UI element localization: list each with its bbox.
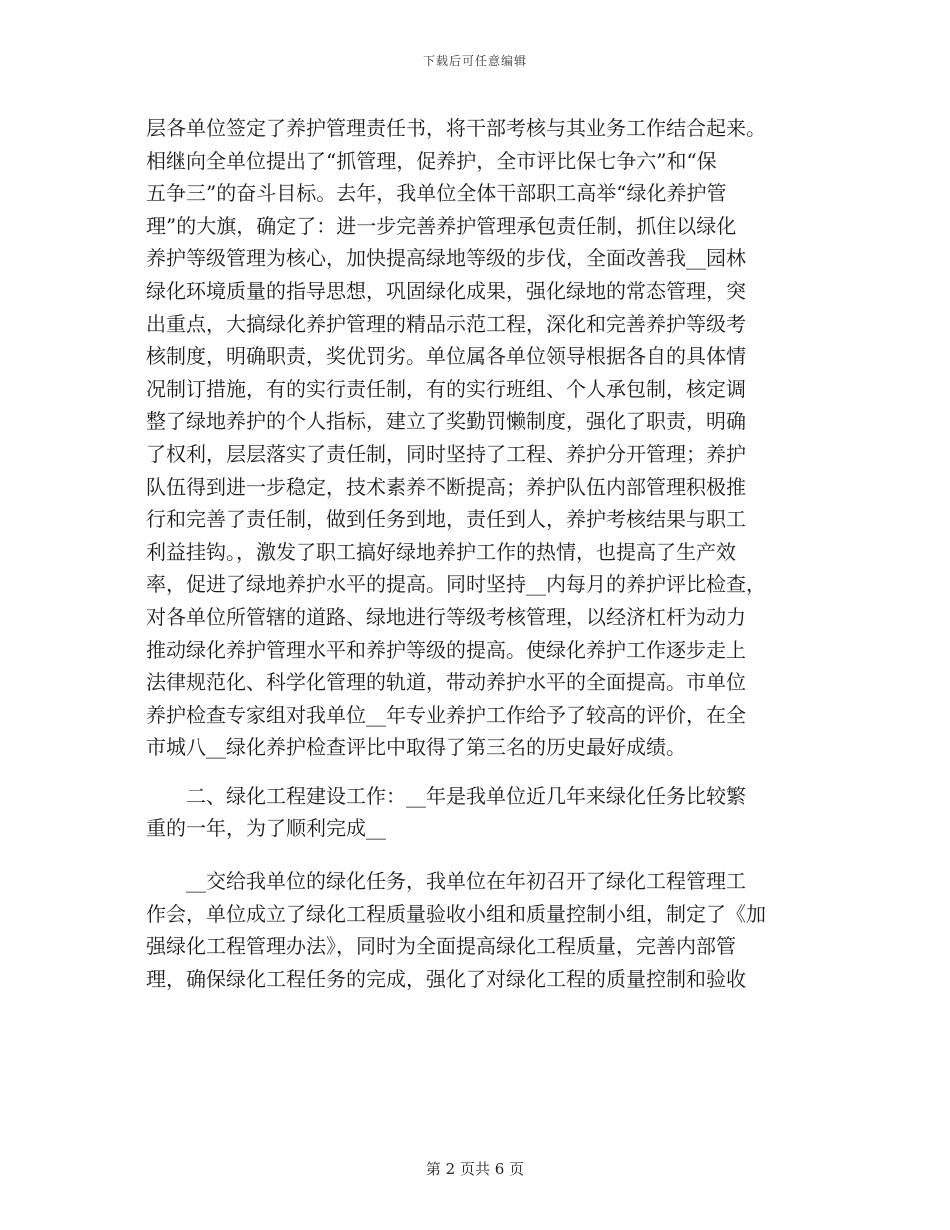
text-line: 强绿化工程管理办法》，同时为全面提高绿化工程质量，完善内部管 [146, 934, 736, 959]
text-line: 队伍得到进一步稳定，技术素养不断提高；养护队伍内部管理积极推 [146, 474, 746, 499]
text-line: 法律规范化、科学化管理的轨道，带动养护水平的全面提高。市单位 [146, 670, 746, 695]
text-line: 层各单位签定了养护管理责任书，将干部考核与其业务工作结合起来。 [146, 116, 766, 140]
text-line: 出重点，大搞绿化养护管理的精品示范工程，深化和完善养护等级考 [146, 311, 746, 336]
text-line: 核制度，明确职责，奖优罚劣。单位属各单位领导根据各自的具体情 [146, 344, 746, 369]
text-line: 作会，单位成立了绿化工程质量验收小组和质量控制小组，制定了《加 [146, 901, 766, 926]
paragraph-1 [146, 112, 806, 764]
paragraph-3 [146, 865, 806, 995]
text-line: 对各单位所管辖的道路、绿地进行等级考核管理，以经济杠杆为动力 [146, 604, 746, 629]
text-line: 相继向全单位提出了“抓管理，促养护，全市评比保七争六”和“保 [146, 148, 717, 173]
text-line: 养护等级管理为核心，加快提高绿地等级的步伐，全面改善我__园林 [146, 246, 746, 271]
text-line: 理”的大旗，确定了：进一步完善养护管理承包责任制，抓住以绿化 [146, 213, 737, 238]
text-line: 理，确保绿化工程任务的完成，强化了对绿化工程的质量控制和验收 [146, 966, 746, 991]
text-line: 养护检查专家组对我单位__年专业养护工作给予了较高的评价，在全 [146, 702, 746, 727]
paragraph-2 [146, 780, 806, 845]
text-line: 行和完善了责任制，做到任务到地，责任到人，养护考核结果与职工 [146, 507, 746, 532]
text-line: 了权利，层层落实了责任制，同时坚持了工程、养护分开管理；养护 [146, 441, 746, 466]
document-body [146, 112, 806, 995]
text-line: 况制订措施，有的实行责任制，有的实行班组、个人承包制，核定调 [146, 376, 746, 401]
page-footer: 第 2 页共 6 页 [425, 1160, 525, 1178]
paragraph-spacer [146, 764, 806, 780]
paragraph-spacer [146, 845, 806, 865]
text-line: 二、绿化工程建设工作：__年是我单位近几年来绿化任务比较繁 [146, 783, 746, 808]
text-line: 整了绿地养护的个人指标，建立了奖勤罚懒制度，强化了职责，明确 [146, 409, 746, 434]
text-line: 率，促进了绿地养护水平的提高。同时坚持__内每月的养护评比检查， [146, 572, 766, 597]
page-header: 下载后可任意编辑 [422, 54, 527, 68]
text-line: 利益挂钩。，激发了职工搞好绿地养护工作的热情，也提高了生产效 [146, 539, 736, 564]
text-line: 市城八__绿化养护检查评比中取得了第三名的历史最好成绩。 [146, 735, 686, 760]
text-line: 五争三”的奋斗目标。去年，我单位全体干部职工高举“绿化养护管 [146, 181, 727, 206]
text-line: 重的一年，为了顺利完成__ [146, 816, 386, 841]
text-line: 推动绿化养护管理水平和养护等级的提高。使绿化养护工作逐步走上 [146, 637, 746, 662]
text-line: __交给我单位的绿化任务，我单位在年初召开了绿化工程管理工 [146, 869, 746, 894]
text-line: 绿化环境质量的指导思想，巩固绿化成果，强化绿地的常态管理，突 [146, 278, 746, 303]
